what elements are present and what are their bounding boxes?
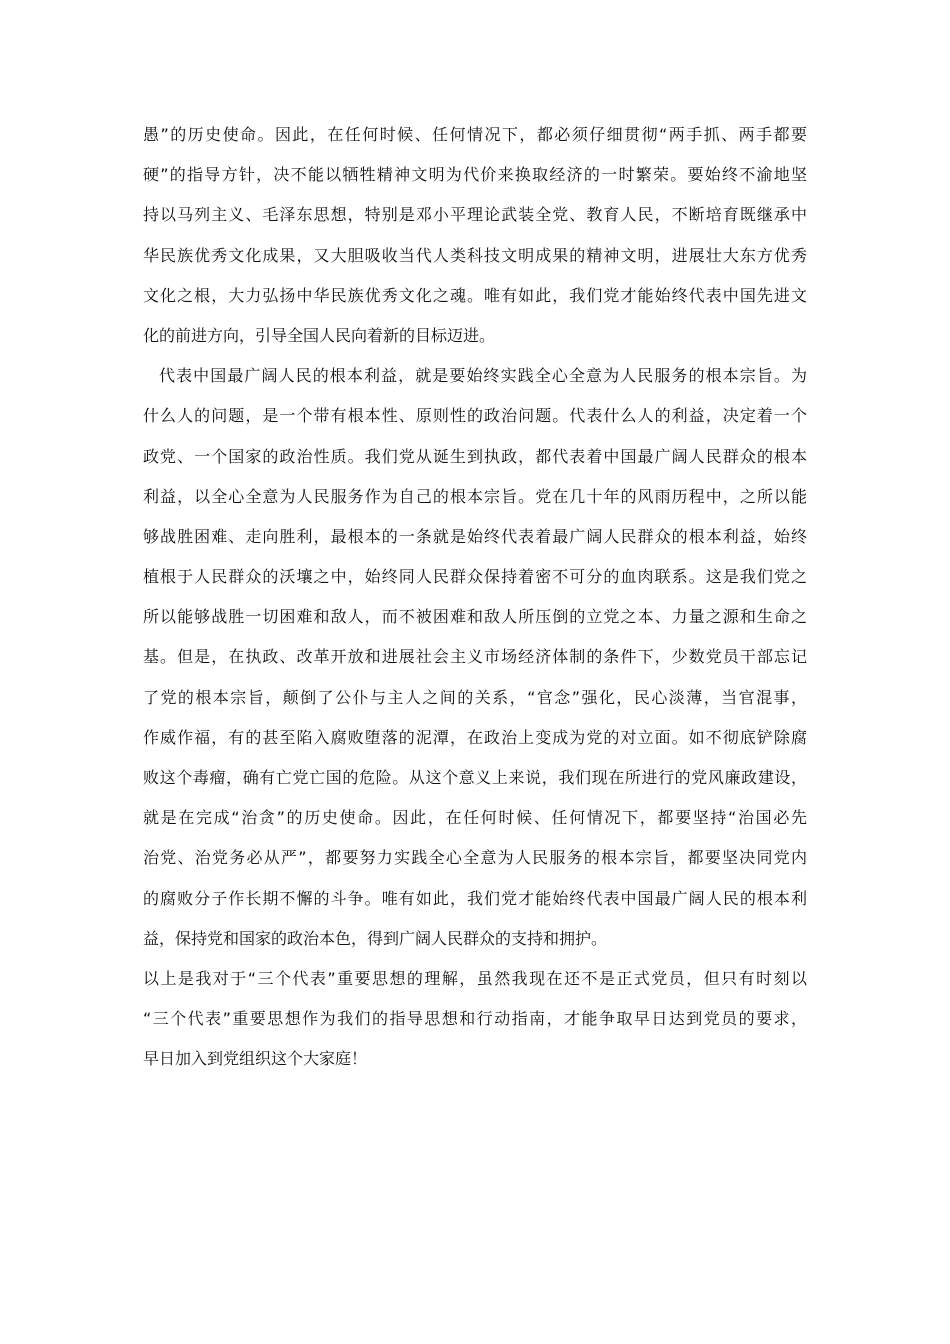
paragraph-1 [143,115,807,356]
text-line: 的腐败分子作长期不懈的斗争。唯有如此，我们党才能始终代表中国最广阔人民的根本利 [143,888,807,908]
text-line: 持以马列主义、毛泽东思想，特别是邓小平理论武装全党、教育人民，不断培育既继承中 [143,205,807,225]
text-line: “三个代表”重要思想作为我们的指导思想和行动指南，才能争取早日达到党员的要求， [143,1009,807,1029]
text-line: 以上是我对于“三个代表”重要思想的理解，虽然我现在还不是正式党员，但只有时刻以 [143,968,807,988]
paragraph-2 [143,356,807,959]
text-line: 植根于人民群众的沃壤之中，始终同人民群众保持着密不可分的血肉联系。这是我们党之 [143,567,807,587]
text-line: 了党的根本宗旨，颠倒了公仆与主人之间的关系，“官念”强化，民心淡薄，当官混事， [143,687,807,707]
text-line: 就是在完成“治贪”的历史使命。因此，在任何时候、任何情况下，都要坚持“治国必先 [143,808,807,828]
text-line: 早日加入到党组织这个大家庭！ [143,1049,368,1069]
document-body [143,115,807,1080]
text-line: 作威作福，有的甚至陷入腐败堕落的泥潭，在政治上变成为党的对立面。如不彻底铲除腐 [143,727,807,747]
text-line: 硬”的指导方针，决不能以牺牲精神文明为代价来换取经济的一时繁荣。要始终不渝地坚 [143,165,807,185]
text-line: 代表中国最广阔人民的根本利益，就是要始终实践全心全意为人民服务的根本宗旨。为 [159,366,807,386]
text-line: 政党、一个国家的政治性质。我们党从诞生到执政，都代表着中国最广阔人民群众的根本 [143,446,807,466]
text-line: 利益，以全心全意为人民服务作为自己的根本宗旨。党在几十年的风雨历程中，之所以能 [143,486,807,506]
text-line: 够战胜困难、走向胜利，最根本的一条就是始终代表着最广阔人民群众的根本利益，始终 [143,526,807,546]
text-line: 愚”的历史使命。因此，在任何时候、任何情况下，都必须仔细贯彻“两手抓、两手都要 [143,125,807,144]
text-line: 基。但是，在执政、改革开放和进展社会主义市场经济体制的条件下，少数党员干部忘记 [143,647,807,667]
paragraph-3 [143,959,807,1080]
text-line: 化的前进方向，引导全国人民向着新的目标迈进。 [143,325,496,345]
text-line: 治党、治党务必从严”，都要努力实践全心全意为人民服务的根本宗旨，都要坚决同党内 [143,848,807,868]
text-line: 败这个毒瘤，确有亡党亡国的危险。从这个意义上来说，我们现在所进行的党风廉政建设， [143,768,807,787]
text-line: 文化之根，大力弘扬中华民族优秀文化之魂。唯有如此，我们党才能始终代表中国先进文 [143,285,807,305]
text-line: 益，保持党和国家的政治本色，得到广阔人民群众的支持和拥护。 [143,928,608,948]
text-line: 所以能够战胜一切困难和敌人，而不被困难和敌人所压倒的立党之本、力量之源和生命之 [143,607,807,627]
text-line: 什么人的问题，是一个带有根本性、原则性的政治问题。代表什么人的利益，决定着一个 [143,406,807,426]
text-line: 华民族优秀文化成果，又大胆吸收当代人类科技文明成果的精神文明，进展壮大东方优秀 [143,245,807,265]
